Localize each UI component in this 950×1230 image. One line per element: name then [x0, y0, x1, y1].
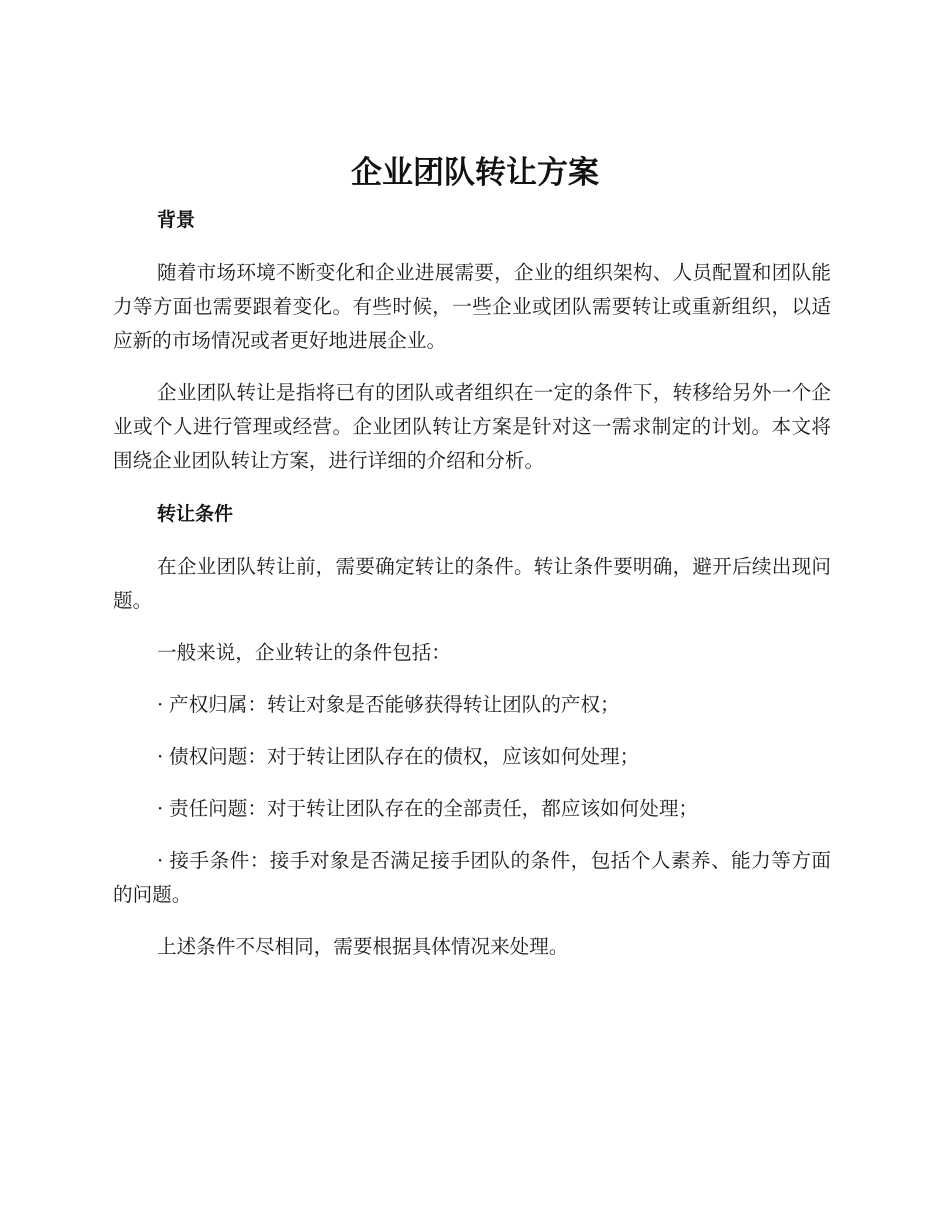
bullet-marker: · [157, 693, 164, 716]
list-item-text: 债权问题：对于转让团队存在的债权，应该如何处理； [169, 745, 640, 768]
list-item [113, 740, 831, 774]
list-item [113, 844, 831, 912]
section-heading-transfer-conditions: 转让条件 [157, 503, 234, 525]
paragraph: 上述条件不尽相同，需要根据具体情况来处理。 [157, 935, 569, 958]
list-item-text: 责任问题：对于转让团队存在的全部责任，都应该如何处理； [169, 797, 699, 820]
list-item [113, 688, 831, 722]
list-item-text: 产权归属：转让对象是否能够获得转让团队的产权； [169, 693, 620, 716]
document-title: 企业团队转让方案 [351, 155, 599, 191]
section-heading-background: 背景 [157, 209, 196, 231]
paragraph: 在企业团队转让前，需要确定转让的条件。转让条件要明确，避开后续出现问题。 [113, 555, 831, 612]
paragraph: 企业团队转让是指将已有的团队或者组织在一定的条件下，转移给另外一个企业或个人进行管理或经营。企业团队转让方案是针对这一需求制定的计划。本文将围绕企业团队转让方案，进行详细的介绍和分析。 [113, 381, 831, 472]
paragraph: 随着市场环境不断变化和企业进展需要，企业的组织架构、人员配置和团队能力等方面也需要跟着变化。有些时候，一些企业或团队需要转让或重新组织，以适应新的市场情况或者更好地进展企业。 [113, 261, 831, 352]
bullet-marker: · [157, 745, 164, 768]
list-item [113, 792, 831, 826]
document-body [113, 202, 831, 982]
list-item-text: 接手条件：接手对象是否满足接手团队的条件，包括个人素养、能力等方面的问题。 [113, 849, 831, 906]
bullet-marker: · [157, 849, 164, 872]
paragraph: 一般来说，企业转让的条件包括： [157, 641, 451, 664]
bullet-marker: · [157, 797, 164, 820]
